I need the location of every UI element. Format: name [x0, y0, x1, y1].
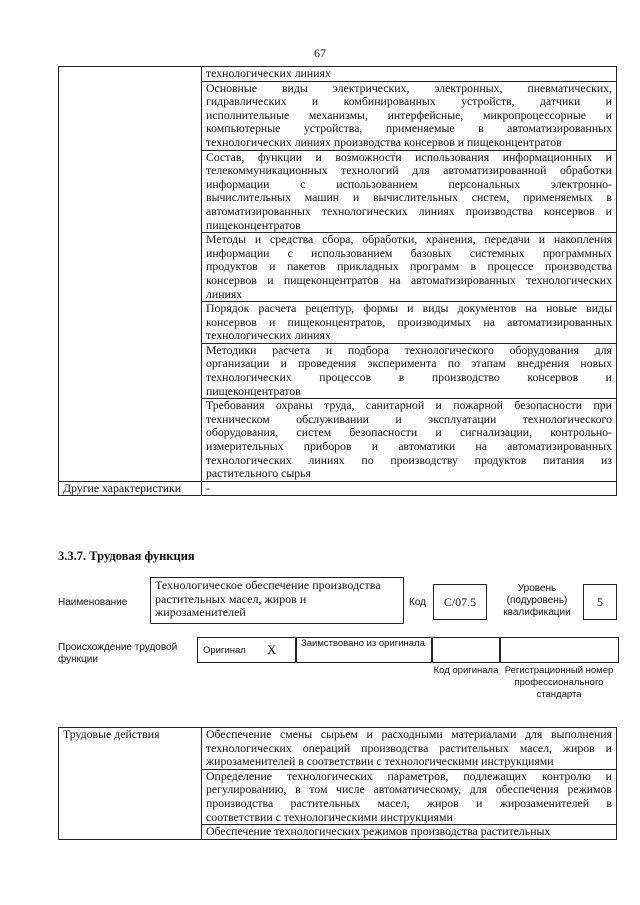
orig-code-box: [431, 637, 501, 663]
row-content: [202, 769, 617, 824]
row-label: [59, 399, 202, 482]
cell-line: жирозаменителей в соответствии с технологическими инструкциями: [206, 754, 554, 769]
borrowed-label: Заимствовано из оригинала: [301, 638, 425, 649]
cell-line: вычислительных машин и вычислительных систем, применяемых в: [206, 190, 612, 205]
code-value: С/07.5: [433, 584, 487, 620]
table-row: [59, 399, 617, 482]
cell-line: технологических линиях по производству продуктов питания из: [206, 452, 612, 467]
cell-line: Определение технологических параметров, подлежащих контролю и: [206, 768, 612, 783]
table-row: [59, 343, 617, 398]
row-content: [202, 302, 617, 344]
cell-line: Порядок расчета рецептур, формы и виды документов на новые виды: [206, 301, 612, 316]
row-content: [202, 67, 617, 82]
row-content: [202, 150, 617, 233]
table-row: [59, 233, 617, 302]
cell-line: организации и проведения эксперимента по этапам внедрения новых: [206, 356, 612, 371]
knowledge-table: [58, 66, 617, 496]
cell-line: техническом обслуживании и эксплуатации технологического: [206, 411, 612, 426]
row-label: [59, 769, 202, 824]
labor-actions-table: [58, 727, 617, 840]
cell-line: консервов и пищеконцентратов на автоматизированных технологических: [206, 272, 612, 287]
origin-label: Происхождение трудовой функции: [58, 642, 178, 665]
table-row: [59, 81, 617, 150]
table-row: [59, 67, 617, 82]
cell-line: -: [206, 480, 210, 495]
cell-line: технологических линиях: [206, 66, 331, 80]
table-row: [59, 825, 617, 840]
cell-line: Обеспечение технологических режимов производства растительных: [206, 824, 551, 839]
row-content: [202, 728, 617, 770]
reg-number-box: [499, 637, 619, 663]
cell-line: Состав, функции и возможности использования информационных и: [206, 149, 612, 164]
cell-line: соответствии с технологическими инструкциями: [206, 809, 453, 824]
code-label: Код: [409, 597, 427, 608]
row-content: [202, 343, 617, 398]
table-row: [59, 302, 617, 344]
orig-code-caption: Код оригинала: [433, 665, 499, 676]
reg-number-caption: Регистрационный номер профессионального стандарта: [504, 665, 614, 700]
original-mark: Х: [267, 642, 277, 657]
row-content: [202, 233, 617, 302]
cell-line: технологических процессов в производство консервов и: [206, 370, 612, 385]
origin-row: [197, 637, 618, 663]
cell-line: технологических линиях: [206, 328, 331, 343]
row-label: Трудовые действия: [59, 728, 202, 770]
cell-line: пищеконцентратов: [206, 217, 301, 232]
row-content: [202, 481, 617, 496]
section-heading: 3.3.7. Трудовая функция: [58, 549, 195, 563]
table-row: [59, 481, 617, 496]
row-label: [59, 150, 202, 233]
row-label: [59, 825, 202, 840]
table-row: [59, 150, 617, 233]
cell-line: информации с использованием персональных электронно-: [206, 176, 612, 191]
cell-line: пищеконцентратов: [206, 383, 301, 398]
cell-line: автоматизированных технологических линиях производства консервов и: [206, 203, 612, 218]
original-label: Оригинал: [203, 645, 246, 656]
table-row: [59, 769, 617, 824]
cell-line: исполнительные механизмы, интерфейсные, микропроцессорные и: [206, 107, 612, 122]
cell-line: Методики расчета и подбора технологического оборудования для: [206, 342, 612, 357]
cell-line: продуктов и пакетов прикладных программ в процессе производства: [206, 259, 612, 274]
row-label: Другие характеристики: [59, 481, 202, 496]
name-label: Наименование: [58, 597, 128, 608]
page-number: 67: [314, 46, 326, 60]
cell-line: гидравлических и комбинированных устройств, датчики и: [206, 94, 612, 109]
cell-line: линиях: [206, 286, 243, 301]
row-label: [59, 343, 202, 398]
row-content: [202, 81, 617, 150]
cell-line: производства растительных масел, жиров и жирозаменителей в: [206, 795, 612, 810]
row-label: [59, 67, 202, 82]
cell-line: регулированию, в том числе автоматическому, для обеспечения режимов: [206, 782, 612, 797]
row-content: [202, 825, 617, 840]
cell-line: Основные виды электрических, электронных, пневматических,: [206, 80, 612, 95]
row-label: [59, 81, 202, 150]
cell-line: телекоммуникационных технологий для автоматизированной обработки: [206, 163, 612, 178]
cell-line: растительного сырья: [206, 466, 311, 481]
row-content: [202, 399, 617, 482]
cell-line: компьютерные устройства, применяемые в автоматизированных: [206, 121, 612, 136]
cell-line: информации с использованием базовых системных программных: [206, 245, 612, 260]
cell-line: Методы и средства сбора, обработки, хранения, передачи и накопления: [206, 232, 612, 247]
cell-line: оборудования, систем безопасности и сигнализации, контрольно-: [206, 425, 612, 440]
level-value: 5: [583, 584, 617, 620]
cell-line: Требования охраны труда, санитарной и пожарной безопасности при: [206, 398, 612, 413]
cell-line: технологических линиях производства консервов и пищеконцентратов: [206, 134, 562, 149]
cell-line: консервов и пищеконцентратов, производимых на автоматизированных: [206, 314, 612, 329]
row-label: [59, 302, 202, 344]
level-label: Уровень (подуровень) квалификации: [503, 583, 571, 618]
table-row: [59, 728, 617, 770]
name-value: Технологическое обеспечение производства растительных масел, жиров и жирозаменителей: [150, 577, 404, 624]
cell-line: измерительных приборов и автоматики на автоматизированных: [206, 439, 612, 454]
cell-line: технологических операций производства растительных масел, жиров и: [206, 740, 612, 755]
cell-line: Обеспечение смены сырьем и расходными материалами для выполнения: [206, 727, 612, 741]
row-label: [59, 233, 202, 302]
